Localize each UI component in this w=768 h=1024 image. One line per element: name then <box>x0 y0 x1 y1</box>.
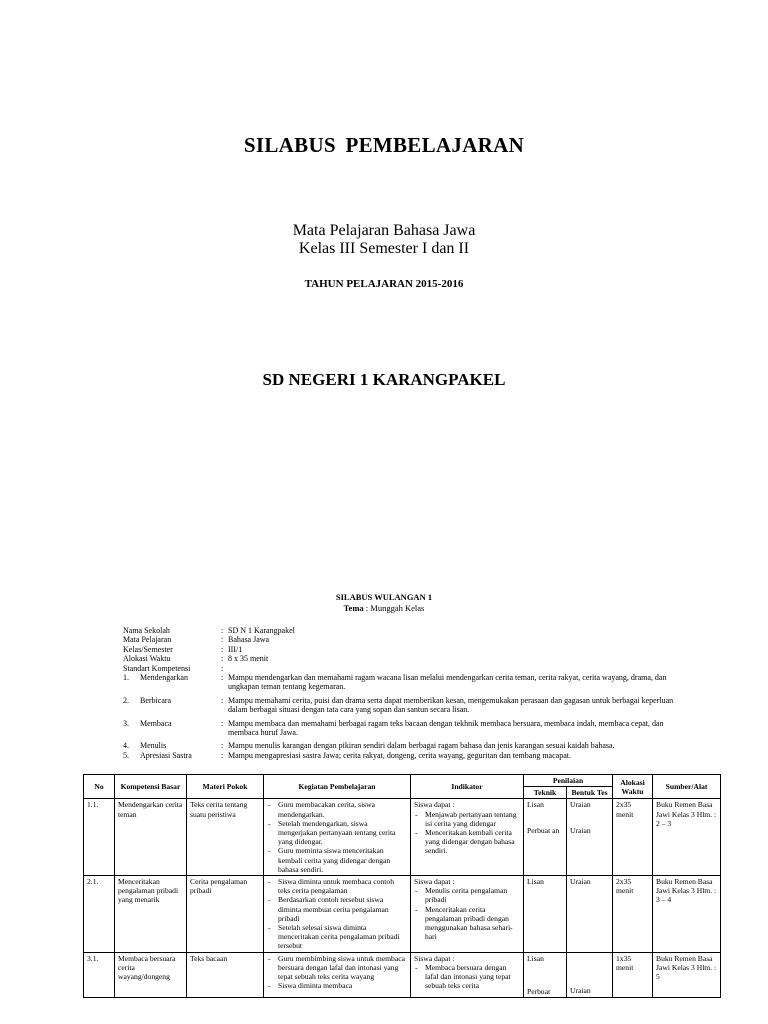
list-item: - Setelah mendengarkan, siswa mengerjakan pertanyaan tentang cerita yang didengar. <box>267 819 407 847</box>
cell-materi: Cerita pengalaman pribadi <box>187 876 264 953</box>
header-alokasi: Alokasi Waktu <box>613 775 653 799</box>
competency-label: Apresiasi Sastra <box>140 750 192 760</box>
indikator-intro: Siswa dapat : <box>414 800 455 810</box>
competency-label: Mendengarkan <box>140 673 188 683</box>
cell-kegiatan <box>264 876 411 953</box>
competency-number: 2. <box>123 695 129 705</box>
theme-value: Munggah Kelas <box>370 603 425 613</box>
competency-label: Menulis <box>140 741 167 751</box>
cell-teknik <box>524 799 567 876</box>
indikator-intro: Siswa dapat : <box>414 877 455 887</box>
teknik-value: Lisan <box>527 953 544 963</box>
theme-label: Tema <box>343 603 364 613</box>
bentuk-value: Uraian <box>570 985 591 995</box>
cell-sumber: Buku Remen Basa Jawi Kelas 3 Hlm. : 2 – 3 <box>653 799 721 876</box>
table-row <box>84 952 721 997</box>
cell-alokasi: 2x35 menit <box>613 876 653 953</box>
info-label: Alokasi Waktu <box>123 654 171 664</box>
list-item: - Menjawab pertanyaan tentang isi cerita yang didengar <box>414 810 520 828</box>
cell-alokasi: 1x35 menit <box>613 952 653 997</box>
bentuk-value: Uraian <box>570 800 591 810</box>
competency-number: 4. <box>123 741 129 751</box>
header-indikator: Indikator <box>411 775 524 799</box>
list-item: - Guru meminta siswa menceritakan kembali cerita yang didengar dengan bahasa sendiri. <box>267 846 407 874</box>
list-item: - Guru membacakan cerita, siswa mendengarkan. <box>267 800 407 818</box>
cell-no: 3.1. <box>84 952 115 997</box>
cell-indikator <box>411 876 524 953</box>
list-item: - Berdasarkan contoh tersebut siswa diminta membuat cerita pengalaman pribadi <box>267 895 407 923</box>
list-item: - Menulis cerita pengalaman pribadi <box>414 886 520 904</box>
competency-number: 5. <box>123 750 129 760</box>
list-item: - Siswa diminta membaca <box>267 981 407 990</box>
competency-label: Membaca <box>140 718 172 728</box>
info-value: III/1 <box>228 644 243 654</box>
table-row <box>84 876 721 953</box>
competency-row: 2. Berbicara : Mampu memahami cerita, puisi dan drama serta dapat memberikan kesan, mengemukakan perasaan dan gagasan untuk berbagai keperluan dalam berbagai situasi dengan tata cara yang sopan dan santun secara lisan. <box>123 696 693 715</box>
competency-label: Berbicara <box>140 695 172 705</box>
list-item: - Guru membimbing siswa untuk membaca bersuara dengan lafal dan intonasi yang tepat sebuah teks cerita wayang <box>267 954 407 982</box>
list-item: - Siswa diminta untuk membaca contoh teks cerita pengalaman <box>267 877 407 895</box>
header-no: No <box>84 775 115 799</box>
cover-title: SILABUS PEMBELAJARAN <box>243 133 525 157</box>
cell-sumber: Buku Remen Basa Jawi Kelas 3 Hlm. : 3 – 4 <box>653 876 721 953</box>
competency-row: 3. Membaca : Mampu membaca dan memahami berbagai ragam teks bacaan dengan tekhnik membaca bersuara, membaca indah, membaca cepat, dan membaca huruf Jawa. <box>123 719 693 738</box>
cell-teknik <box>524 952 567 997</box>
info-value: SD N 1 Karangpakel <box>228 626 295 635</box>
cell-indikator <box>411 799 524 876</box>
cell-materi: Teks cerita tentang suatu peristiwa <box>187 799 264 876</box>
cell-bentuk <box>567 952 613 997</box>
info-value: 8 x 35 menit <box>228 654 269 664</box>
competency-text: Mampu membaca dan memahami berbagai ragam teks bacaan dengan tekhnik membaca bersuara, membaca indah, membaca cepat, dan membaca huruf Jawa. <box>228 718 664 738</box>
info-label: Mata Pelajaran <box>123 635 172 645</box>
cell-materi: Teks bacaan <box>187 952 264 997</box>
cell-sumber: Buku Remen Basa Jawi Kelas 3 Hlm. : 5 <box>653 952 721 997</box>
cover-year: TAHUN PELAJARAN 2015-2016 <box>304 278 464 290</box>
cell-alokasi: 2x35 menit <box>613 799 653 876</box>
header-sumber: Sumber/Alat <box>653 775 721 799</box>
info-row: Standart Kompetensi : <box>123 664 693 673</box>
competency-text: Mampu mengapresiasi sastra Jawa; cerita rakyat, dongeng, cerita wayang, geguritan dan tembang macapat. <box>228 750 571 760</box>
cell-kompetensi: Menceritakan pengalaman pribadi yang menarik <box>115 876 187 953</box>
info-value <box>228 664 693 673</box>
header-teknik: Teknik <box>524 787 567 799</box>
cover-subject: Mata Pelajaran Bahasa Jawa <box>292 222 476 239</box>
competency-text: Mampu memahami cerita, puisi dan drama serta dapat memberikan kesan, mengemukakan perasaan dan gagasan untuk berbagai keperluan dalam berbagai situasi dengan tata cara yang sopan dan santun secara lisan. <box>228 695 674 715</box>
header-penilaian: Penilaian <box>524 775 613 787</box>
syllabus-title: SILABUS WULANGAN 1 <box>335 592 433 602</box>
competency-row: 5. Apresiasi Sastra : Mampu mengapresiasi sastra Jawa; cerita rakyat, dongeng, cerita wayang, geguritan dan tembang macapat. <box>123 751 693 760</box>
cell-kegiatan <box>264 952 411 997</box>
bentuk-value: Uraian <box>570 825 591 835</box>
syllabus-theme: Tema : Munggah Kelas <box>343 603 425 613</box>
list-item: - Membaca bersuara dengan lafal dan intonasi yang tepat sebuah teks cerita <box>414 963 520 991</box>
cell-indikator <box>411 952 524 997</box>
cell-bentuk: Uraian <box>567 876 613 953</box>
syllabus-info <box>123 626 693 760</box>
teknik-value: Perbuat <box>527 986 551 996</box>
competency-number: 1. <box>123 673 129 683</box>
competency-number: 3. <box>123 718 129 728</box>
info-row: Nama Sekolah : SD N 1 Karangpakel <box>123 626 693 635</box>
info-label: Kelas/Semester <box>123 644 173 654</box>
cell-kegiatan <box>264 799 411 876</box>
competency-text: Mampu menulis karangan dengan pikiran sendiri dalam berbagai ragam bahasa dan jenis karangan sesuai kaidah bahasa. <box>228 741 615 751</box>
list-item: - Menceritakan cerita pengalaman pribadi dengan menggunakan bahasa sehari-hari <box>414 905 520 942</box>
cover-school: SD NEGERI 1 KARANGPAKEL <box>262 370 506 389</box>
info-value: Bahasa Jawa <box>228 635 270 645</box>
header-materi: Materi Pokok <box>187 775 264 799</box>
competency-text: Mampu mendengarkan dan memahami ragam wacana lisan melalui mendengarkan cerita teman, cerita rakyat, cerita wayang, drama, dan ungkapan teman tentang kegemaran. <box>228 673 667 692</box>
table-header-row <box>84 775 721 787</box>
info-row: Alokasi Waktu : 8 x 35 menit <box>123 654 693 663</box>
cover-class: Kelas III Semester I dan II <box>298 240 470 257</box>
info-row: Mata Pelajaran : Bahasa Jawa <box>123 635 693 644</box>
competency-row: 4. Menulis : Mampu menulis karangan dengan pikiran sendiri dalam berbagai ragam bahasa dan jenis karangan sesuai kaidah bahasa. <box>123 741 693 750</box>
cell-no: 1.1. <box>84 799 115 876</box>
list-item: - Menceritakan kembali cerita yang didengar dengan bahasa sendiri. <box>414 828 520 856</box>
header-kegiatan: Kegiatan Pembelajaran <box>264 775 411 799</box>
indikator-intro: Siswa dapat : <box>414 953 455 963</box>
list-item: - Setelah selesai siswa diminta menceritakan cerita pengalaman pribadi tersebut <box>267 923 407 951</box>
info-label: Standart Kompetensi <box>123 663 191 673</box>
cell-bentuk <box>567 799 613 876</box>
table-row <box>84 799 721 876</box>
info-label: Nama Sekolah <box>123 626 170 635</box>
info-row: Kelas/Semester : III/1 <box>123 645 693 654</box>
header-bentuk: Bentuk Tes <box>567 787 613 799</box>
teknik-value: Perbuat an <box>527 825 560 835</box>
teknik-value: Lisan <box>527 800 544 810</box>
cell-no: 2.1. <box>84 876 115 953</box>
cell-kompetensi: Mendengarkan cerita teman <box>115 799 187 876</box>
cell-kompetensi: Membaca bersuara cerita wayang/dongeng <box>115 952 187 997</box>
syllabus-table <box>83 774 721 998</box>
competency-row: 1. Mendengarkan : Mampu mendengarkan dan memahami ragam wacana lisan melalui mendengarkan cerita teman, cerita rakyat, cerita wayang, drama, dan ungkapan teman tentang kegemaran. <box>123 673 693 692</box>
cell-teknik: Lisan <box>524 876 567 953</box>
header-kompetensi: Kompetensi Basar <box>115 775 187 799</box>
